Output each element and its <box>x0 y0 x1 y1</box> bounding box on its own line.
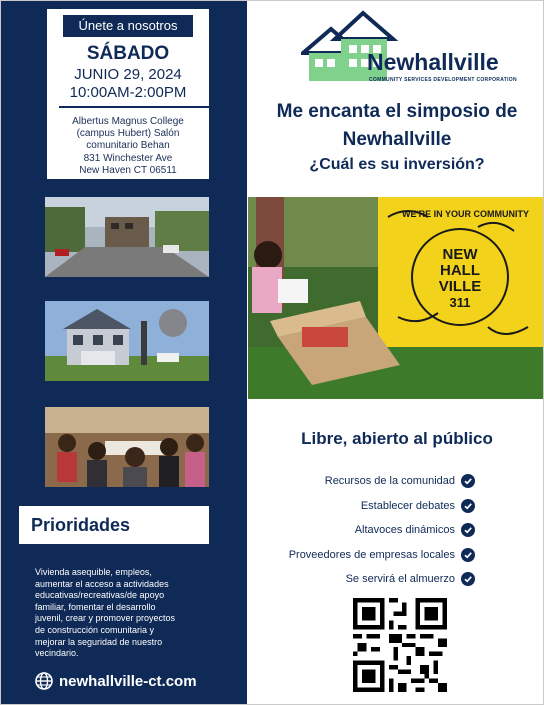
mural-line: VILLE <box>438 278 482 295</box>
feature-list <box>253 469 481 592</box>
logo-tagline: COMMUNITY SERVICES DEVELOPMENT CORPORATION <box>369 77 517 83</box>
venue-line: New Haven CT 06511 <box>79 164 177 176</box>
venue-line: comunitario Behan <box>86 140 170 152</box>
priorities-title: Prioridades <box>31 515 131 535</box>
headline-line-1: Me encanta el simposio de <box>276 101 518 122</box>
logo-name: Newhallville <box>367 49 499 75</box>
event-time: 10:00AM-2:00PM <box>69 84 187 101</box>
join-us-banner: Únete a nosotros <box>63 15 193 37</box>
venue-line: (campus Hubert) Salón <box>76 128 180 140</box>
headline-line-2: Newhallville <box>342 129 452 150</box>
free-public-text: Libre, abierto al público <box>301 429 493 448</box>
feature-label: Establecer debates <box>360 499 455 512</box>
feature-item <box>253 494 481 519</box>
priority-line: Vivienda asequible, empleos, <box>35 567 152 577</box>
feature-label: Se servirá el almuerzo <box>345 573 455 586</box>
venue-address <box>47 116 209 177</box>
priority-line: educativas/recreativas/de apoyo <box>35 590 165 601</box>
check-circle-icon <box>461 499 475 513</box>
group-photo <box>45 407 209 487</box>
feature-label: Proveedores de empresas locales <box>288 548 455 561</box>
event-day: SÁBADO <box>86 43 170 64</box>
check-circle-icon <box>461 572 475 586</box>
mural-line: 311 <box>449 295 471 310</box>
feature-item <box>253 567 481 592</box>
feature-item <box>253 518 481 543</box>
event-divider <box>59 106 209 108</box>
priorities-text <box>35 567 205 660</box>
globe-icon <box>35 672 53 690</box>
street-photo <box>45 197 209 277</box>
feature-label: Recursos de la comunidad <box>324 475 455 488</box>
headline-question: ¿Cuál es su inversión? <box>309 156 485 173</box>
website-url[interactable]: newhallville-ct.com <box>59 672 197 690</box>
house-photo <box>45 301 209 381</box>
check-circle-icon <box>461 548 475 562</box>
website-link[interactable] <box>35 672 197 690</box>
mural-line: HALL <box>440 262 480 279</box>
mural-arc-text: WE'RE IN YOUR COMMUNITY <box>402 209 529 219</box>
feature-label: Altavoces dinámicos <box>354 524 455 537</box>
venue-line: Albertus Magnus College <box>72 116 184 127</box>
check-circle-icon <box>461 523 475 537</box>
feature-item <box>253 469 481 494</box>
check-circle-icon <box>461 474 475 488</box>
priority-line: juvenil, crear y promover proyectos <box>35 613 176 624</box>
mural-photo <box>248 197 544 399</box>
feature-item <box>253 543 481 568</box>
venue-line: 831 Winchester Ave <box>83 152 173 164</box>
priority-line: mejorar la seguridad de nuestro <box>35 636 163 647</box>
event-date: JUNIO 29, 2024 <box>74 66 182 83</box>
priority-line: aumentar el acceso a actividades <box>35 578 169 589</box>
priority-line: familiar, fomentar el desarrollo <box>35 601 156 612</box>
qr-code[interactable] <box>353 598 447 692</box>
mural-line: NEW <box>442 246 478 263</box>
priority-line: vecindario. <box>35 648 79 659</box>
priority-line: de construcción comunitaria y <box>35 624 155 635</box>
headline <box>249 98 544 154</box>
newhallville-logo <box>301 9 541 91</box>
